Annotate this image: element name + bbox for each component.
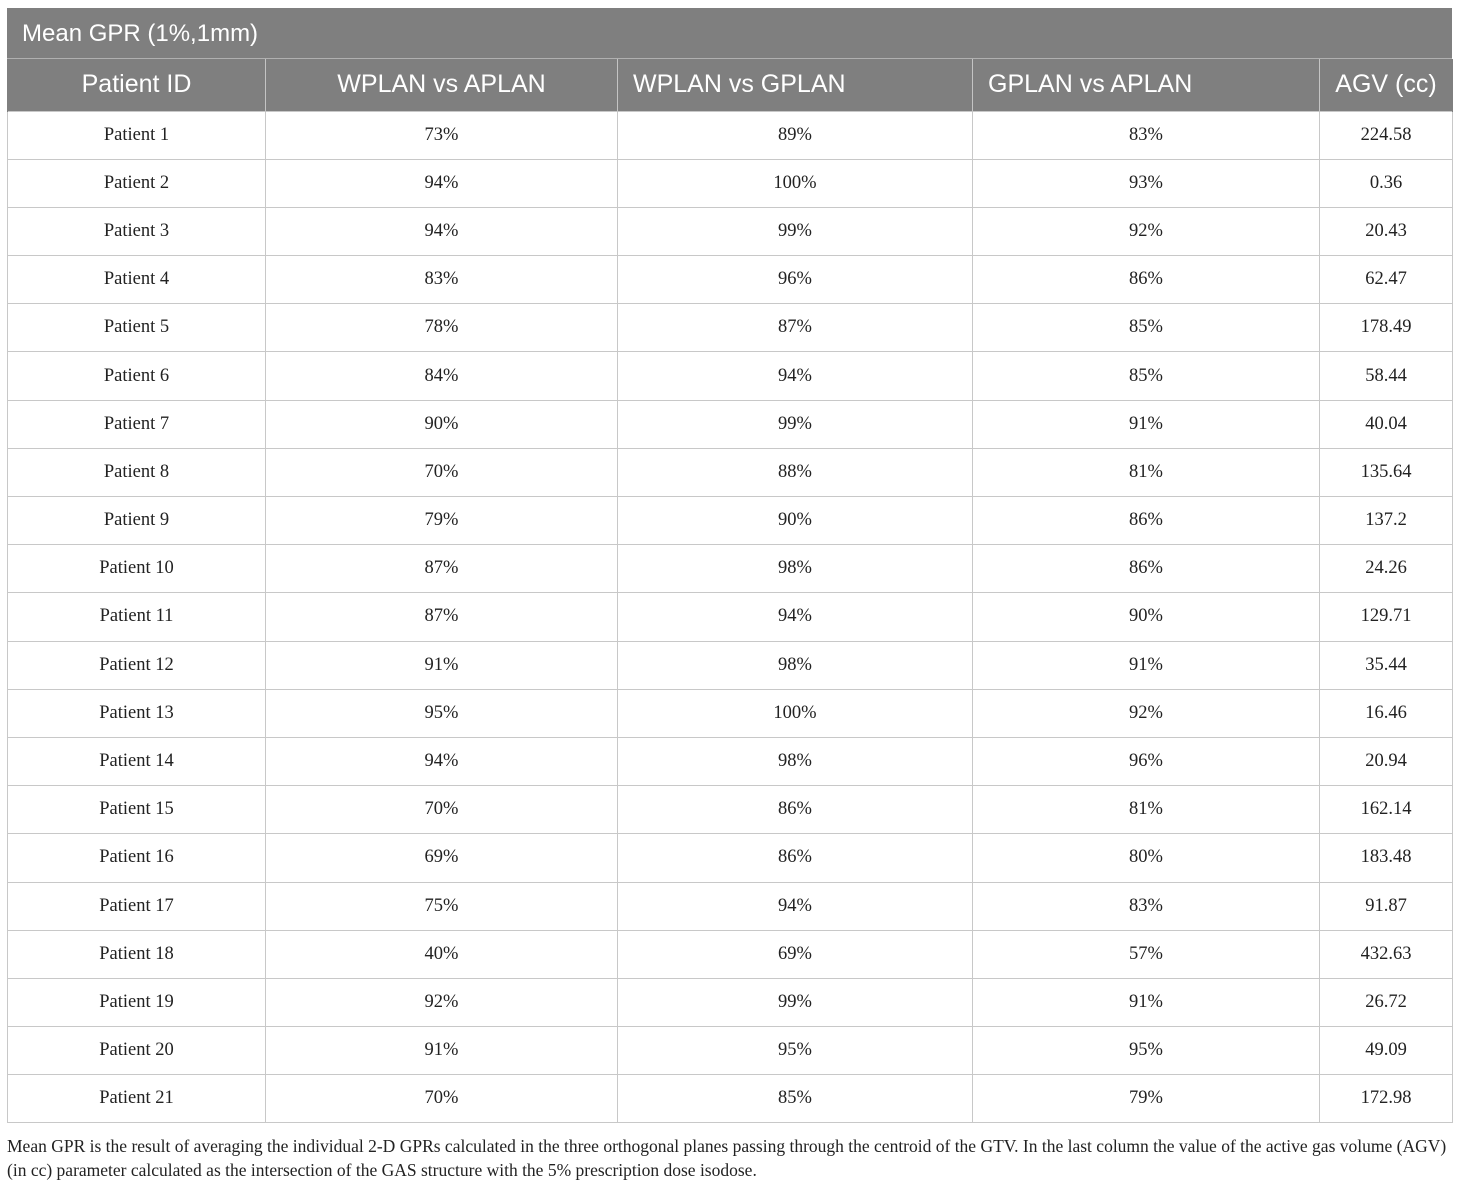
value-cell: 92%	[266, 978, 618, 1026]
patient-id-cell: Patient 18	[8, 930, 266, 978]
column-header: WPLAN vs GPLAN	[618, 59, 973, 111]
value-cell: 81%	[973, 448, 1320, 496]
patient-id-cell: Patient 11	[8, 593, 266, 641]
value-cell: 94%	[266, 737, 618, 785]
value-cell: 20.43	[1320, 207, 1453, 255]
value-cell: 86%	[973, 497, 1320, 545]
value-cell: 86%	[973, 545, 1320, 593]
value-cell: 40%	[266, 930, 618, 978]
column-header: WPLAN vs APLAN	[266, 59, 618, 111]
table-row	[8, 352, 1453, 400]
value-cell: 91%	[266, 1027, 618, 1075]
value-cell: 83%	[266, 256, 618, 304]
table-footnote: Mean GPR is the result of averaging the individual 2-D GPRs calculated in the three orthogonal planes passing through the centroid of the GTV. In the last column the value of the active gas volume (AGV) (in cc) parameter calculated as the intersection of the GAS structure with the 5% prescription dose isodose.	[7, 1136, 1447, 1180]
table-row	[8, 159, 1453, 207]
value-cell: 99%	[618, 400, 973, 448]
value-cell: 79%	[266, 497, 618, 545]
value-cell: 432.63	[1320, 930, 1453, 978]
value-cell: 96%	[973, 737, 1320, 785]
value-cell: 89%	[618, 111, 973, 159]
value-cell: 183.48	[1320, 834, 1453, 882]
value-cell: 69%	[618, 930, 973, 978]
patient-id-cell: Patient 3	[8, 207, 266, 255]
value-cell: 135.64	[1320, 448, 1453, 496]
value-cell: 80%	[973, 834, 1320, 882]
value-cell: 129.71	[1320, 593, 1453, 641]
value-cell: 40.04	[1320, 400, 1453, 448]
value-cell: 87%	[266, 545, 618, 593]
value-cell: 90%	[618, 497, 973, 545]
patient-id-cell: Patient 17	[8, 882, 266, 930]
value-cell: 86%	[618, 786, 973, 834]
value-cell: 86%	[973, 256, 1320, 304]
value-cell: 91.87	[1320, 882, 1453, 930]
table-row	[8, 448, 1453, 496]
table-row	[8, 737, 1453, 785]
table-body	[8, 111, 1453, 1123]
value-cell: 81%	[973, 786, 1320, 834]
value-cell: 94%	[618, 593, 973, 641]
value-cell: 16.46	[1320, 689, 1453, 737]
value-cell: 87%	[266, 593, 618, 641]
patient-id-cell: Patient 19	[8, 978, 266, 1026]
value-cell: 99%	[618, 207, 973, 255]
value-cell: 85%	[973, 304, 1320, 352]
header-row	[8, 59, 1453, 111]
table-row	[8, 689, 1453, 737]
patient-id-cell: Patient 4	[8, 256, 266, 304]
value-cell: 100%	[618, 159, 973, 207]
table-header	[8, 59, 1453, 111]
data-table-container	[7, 8, 1452, 1123]
patient-id-cell: Patient 9	[8, 497, 266, 545]
value-cell: 92%	[973, 207, 1320, 255]
patient-id-cell: Patient 16	[8, 834, 266, 882]
value-cell: 24.26	[1320, 545, 1453, 593]
value-cell: 79%	[973, 1075, 1320, 1123]
value-cell: 137.2	[1320, 497, 1453, 545]
value-cell: 86%	[618, 834, 973, 882]
value-cell: 35.44	[1320, 641, 1453, 689]
value-cell: 85%	[973, 352, 1320, 400]
value-cell: 70%	[266, 786, 618, 834]
value-cell: 85%	[618, 1075, 973, 1123]
patient-id-cell: Patient 6	[8, 352, 266, 400]
value-cell: 58.44	[1320, 352, 1453, 400]
value-cell: 26.72	[1320, 978, 1453, 1026]
table-row	[8, 786, 1453, 834]
value-cell: 73%	[266, 111, 618, 159]
value-cell: 49.09	[1320, 1027, 1453, 1075]
value-cell: 96%	[618, 256, 973, 304]
value-cell: 70%	[266, 1075, 618, 1123]
value-cell: 78%	[266, 304, 618, 352]
value-cell: 57%	[973, 930, 1320, 978]
value-cell: 224.58	[1320, 111, 1453, 159]
value-cell: 91%	[973, 978, 1320, 1026]
value-cell: 69%	[266, 834, 618, 882]
table-row	[8, 1075, 1453, 1123]
patient-id-cell: Patient 8	[8, 448, 266, 496]
value-cell: 98%	[618, 545, 973, 593]
value-cell: 98%	[618, 641, 973, 689]
value-cell: 91%	[266, 641, 618, 689]
value-cell: 84%	[266, 352, 618, 400]
patient-id-cell: Patient 14	[8, 737, 266, 785]
value-cell: 94%	[618, 882, 973, 930]
column-header: GPLAN vs APLAN	[973, 59, 1320, 111]
table-row	[8, 400, 1453, 448]
value-cell: 172.98	[1320, 1075, 1453, 1123]
patient-id-cell: Patient 13	[8, 689, 266, 737]
patient-id-cell: Patient 12	[8, 641, 266, 689]
table-row	[8, 304, 1453, 352]
value-cell: 94%	[266, 207, 618, 255]
table-row	[8, 834, 1453, 882]
value-cell: 95%	[266, 689, 618, 737]
value-cell: 83%	[973, 882, 1320, 930]
patient-id-cell: Patient 15	[8, 786, 266, 834]
table-row	[8, 978, 1453, 1026]
value-cell: 99%	[618, 978, 973, 1026]
value-cell: 75%	[266, 882, 618, 930]
value-cell: 91%	[973, 641, 1320, 689]
value-cell: 94%	[266, 159, 618, 207]
patient-id-cell: Patient 20	[8, 1027, 266, 1075]
value-cell: 93%	[973, 159, 1320, 207]
table-row	[8, 641, 1453, 689]
value-cell: 0.36	[1320, 159, 1453, 207]
value-cell: 162.14	[1320, 786, 1453, 834]
table-row	[8, 882, 1453, 930]
table-row	[8, 930, 1453, 978]
table-row	[8, 593, 1453, 641]
value-cell: 95%	[973, 1027, 1320, 1075]
value-cell: 90%	[266, 400, 618, 448]
table-row	[8, 497, 1453, 545]
table-row	[8, 207, 1453, 255]
patient-id-cell: Patient 21	[8, 1075, 266, 1123]
value-cell: 70%	[266, 448, 618, 496]
column-header: Patient ID	[8, 59, 266, 111]
value-cell: 178.49	[1320, 304, 1453, 352]
patient-id-cell: Patient 7	[8, 400, 266, 448]
value-cell: 91%	[973, 400, 1320, 448]
patient-id-cell: Patient 1	[8, 111, 266, 159]
value-cell: 100%	[618, 689, 973, 737]
value-cell: 87%	[618, 304, 973, 352]
value-cell: 98%	[618, 737, 973, 785]
value-cell: 62.47	[1320, 256, 1453, 304]
value-cell: 94%	[618, 352, 973, 400]
value-cell: 95%	[618, 1027, 973, 1075]
table-row	[8, 256, 1453, 304]
table-row	[8, 111, 1453, 159]
value-cell: 90%	[973, 593, 1320, 641]
table-row	[8, 1027, 1453, 1075]
value-cell: 88%	[618, 448, 973, 496]
patient-id-cell: Patient 2	[8, 159, 266, 207]
patient-id-cell: Patient 10	[8, 545, 266, 593]
patient-id-cell: Patient 5	[8, 304, 266, 352]
column-header: AGV (cc)	[1320, 59, 1453, 111]
gpr-table	[7, 59, 1453, 1123]
table-row	[8, 545, 1453, 593]
value-cell: 83%	[973, 111, 1320, 159]
value-cell: 20.94	[1320, 737, 1453, 785]
table-caption: Mean GPR (1%,1mm)	[7, 8, 1452, 59]
value-cell: 92%	[973, 689, 1320, 737]
